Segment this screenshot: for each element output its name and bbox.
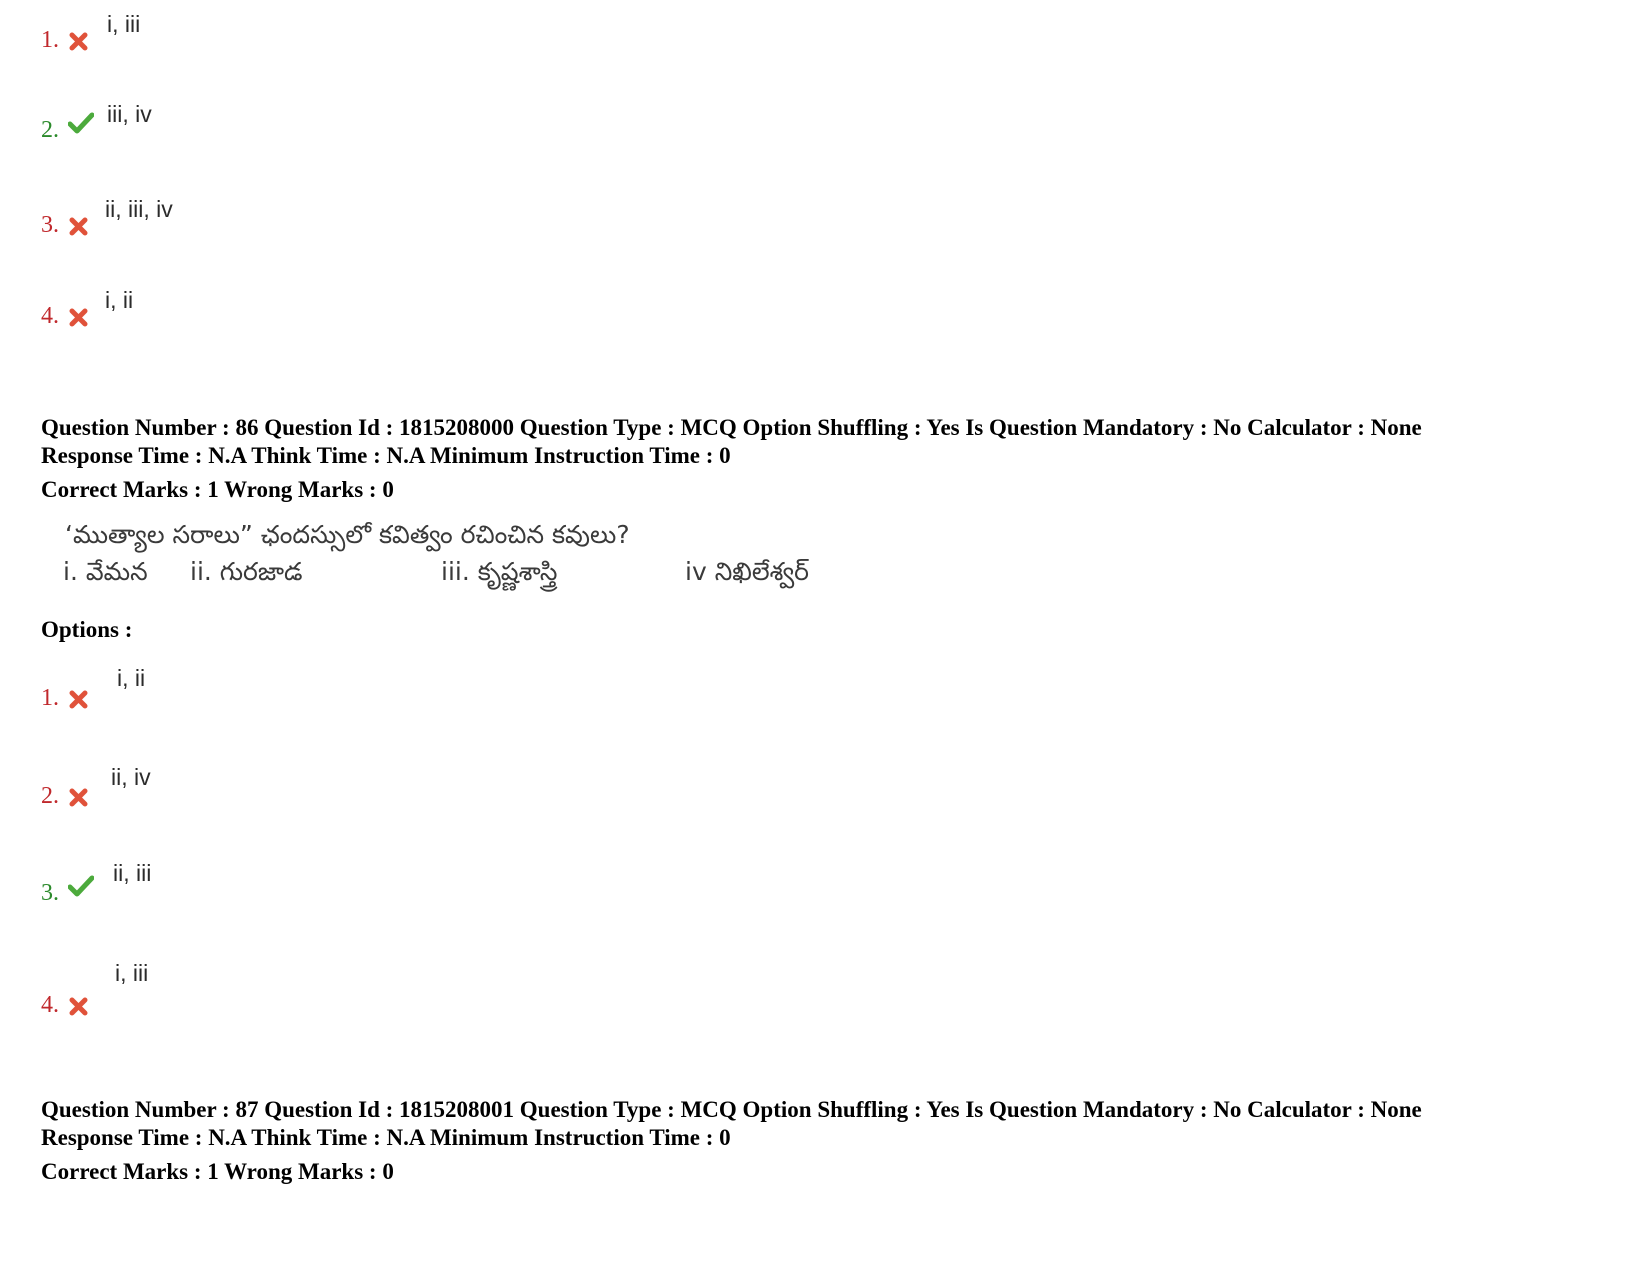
cross-icon: [68, 215, 90, 237]
option-item: [41, 960, 441, 1029]
option-text: ii, iii, iv: [105, 196, 173, 222]
options-label: Options :: [41, 617, 133, 642]
option-item: [41, 196, 441, 249]
option-item: [41, 287, 441, 340]
check-icon: [68, 875, 94, 897]
question-marks: Correct Marks : 1 Wrong Marks : 0: [41, 1159, 394, 1184]
option-number: 3.: [41, 880, 59, 906]
cross-icon: [68, 30, 90, 52]
option-text: i, iii: [107, 11, 141, 37]
option-number: 4.: [41, 303, 59, 329]
question-meta-line-1: Question Number : 87 Question Id : 1815208001 Question Type : MCQ Option Shuffling : Yes Is Question Mandatory : No Calculator : None: [41, 1097, 1422, 1122]
option-text: ii, iii: [113, 860, 152, 886]
option-number: 2.: [41, 117, 59, 143]
option-item: [41, 764, 441, 820]
question-choice: iii. కృష్ణశాస్త్రి: [441, 557, 558, 586]
option-item: [41, 11, 441, 64]
question-choice: i. వేమన: [63, 557, 148, 586]
question-meta-line-2: Response Time : N.A Think Time : N.A Minimum Instruction Time : 0: [41, 443, 731, 468]
option-text: iii, iv: [107, 101, 152, 127]
cross-icon: [68, 786, 90, 808]
option-text: i, iii: [115, 960, 149, 986]
question-text: ‘ముత్యాల సరాలు” ఛందస్సులో కవిత్వం రచించిన కవులు?: [65, 520, 630, 549]
option-item: [41, 101, 441, 154]
option-number: 3.: [41, 212, 59, 238]
option-text: i, ii: [105, 287, 134, 313]
option-number: 4.: [41, 992, 59, 1018]
check-icon: [68, 112, 94, 134]
cross-icon: [68, 306, 90, 328]
option-number: 1.: [41, 27, 59, 53]
option-text: i, ii: [117, 665, 146, 691]
option-number: 1.: [41, 685, 59, 711]
question-choice: ii. గురజాడ: [190, 557, 303, 586]
cross-icon: [68, 995, 90, 1017]
cross-icon: [68, 688, 90, 710]
question-meta-line-2: Response Time : N.A Think Time : N.A Minimum Instruction Time : 0: [41, 1125, 731, 1150]
question-marks: Correct Marks : 1 Wrong Marks : 0: [41, 477, 394, 502]
question-choice: iv నిఖిలేశ్వర్: [685, 557, 809, 586]
option-item: [41, 665, 441, 722]
option-text: ii, iv: [111, 764, 151, 790]
question-meta-line-1: Question Number : 86 Question Id : 1815208000 Question Type : MCQ Option Shuffling : Yes Is Question Mandatory : No Calculator : None: [41, 415, 1422, 440]
option-item: [41, 860, 441, 917]
option-number: 2.: [41, 783, 59, 809]
